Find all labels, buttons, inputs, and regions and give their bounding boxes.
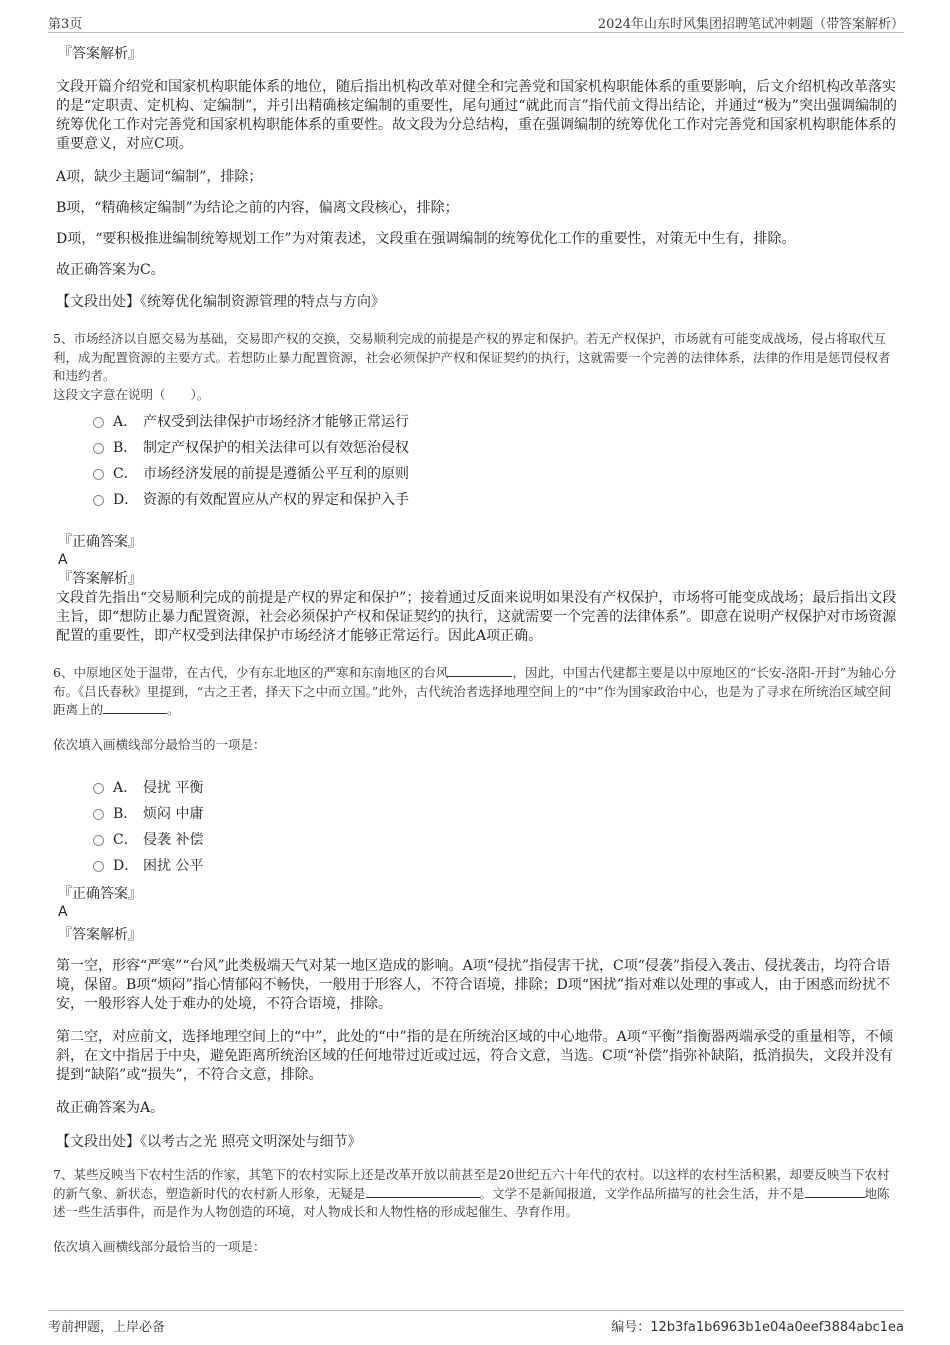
option-d[interactable]: D． 困扰 公平 [93,852,900,878]
analysis-paragraph-2: 第二空，对应前文，选择地理空间上的“中”，此处的“中”指的是在所统治区域的中心地带。A项“平衡”指衡器两端承受的重量相等，不倾斜，在文中指居于中央，避免距离所统治区域的任何地带过近或过远，符合文意，当选。C项“补偿”指弥补缺陷，抵消损失，文段并没有提到“缺陷”或“损失”，不符合文意，排除。 [56,1029,894,1083]
blank-1 [366,1185,480,1198]
question-prompt: 依次填入画横线部分最恰当的一项是： [53,1238,266,1254]
analysis-label: 『答案解析』 [58,571,142,587]
option-b[interactable]: B． 制定产权保护的相关法律可以有效惩治侵权 [93,434,900,460]
option-c[interactable]: C． 市场经济发展的前提是遵循公平互利的原则 [93,460,900,486]
radio-icon[interactable] [93,495,104,506]
analysis-paragraph-1: 第一空，形容“严寒”“台风”此类极端天气对某一地区造成的影响。A项“侵扰”指侵害干扰，C项“侵袭”指侵入袭击、侵扰袭击，均符合语境，保留。B项“烦闷”指心情郁闷不畅快，一般用于形容人，不符合语境，排除；D项“困扰”指对难以处理的事或人，由于困惑而纷扰不安，一般形容人处于难办的处境，不符合语境，排除。 [56,958,891,1012]
option-d-explanation: D项，“要积极推进编制统筹规划工作”为对策表述，文段重在强调编制的统筹优化工作的重要性，对策无中生有，排除。 [56,231,796,247]
correct-answer: A [58,552,68,568]
page-header [48,10,904,33]
blank-1 [448,664,512,677]
question-7 [53,1166,900,1256]
option-d[interactable]: D． 资源的有效配置应从产权的界定和保护入手 [93,486,900,512]
analysis-paragraph: 文段首先指出“交易顺利完成的前提是产权的界定和保护”；接着通过反面来说明如果没有产权保护，市场将可能变成战场；最后指出文段主旨，即“想防止暴力配置资源，社会必须保护产权和保证契约的执行，这就需要一个完善的法律体系”。即意在说明产权保护对市场资源配置的重要性，即产权受到法律保护市场经济才能够正常运行。因此A项正确。 [56,590,897,644]
source-label: 【文段出处】 [56,1134,140,1150]
option-a[interactable]: A． 侵扰 平衡 [93,774,900,800]
question-text: 7、某些反映当下农村生活的作家，其笔下的农村实际上还是改革开放以前甚至是20世纪五六十年代的农村。以这样的农村生活积累，却要反映当下农村的新气象、新状态，塑造新时代的农村新人形象，无疑是 。文学不是新闻报道，文学作品所描写的社会生活，并不是 地陈述一些生活事件，而是作为人物创造的环境，对人物成长和人物性格的形成起催生、孕育作用。 [53,1167,890,1219]
blank-2 [103,701,167,714]
analysis-label: 『答案解析』 [58,46,142,62]
radio-icon[interactable] [93,861,104,872]
radio-icon[interactable] [93,417,104,428]
q6-answer [56,884,900,1152]
footer-slogan: 考前押题，上岸必备 [48,1320,166,1335]
question-5 [53,330,900,512]
option-b[interactable]: B． 烦闷 中庸 [93,800,900,826]
q5-answer [56,532,900,646]
page-number: 第3页 [48,17,83,32]
source-label: 【文段出处】 [56,294,140,310]
correct-answer: A [58,904,68,920]
page-content [53,44,900,1256]
radio-icon[interactable] [93,469,104,480]
options-list [93,774,900,878]
option-a-explanation: A项，缺少主题词“编制”，排除； [56,169,263,185]
blank-2 [805,1185,865,1198]
question-prompt: 这段文字意在说明（ ）。 [53,386,210,402]
option-b-explanation: B项，“精确核定编制”为结论之前的内容，偏离文段核心，排除； [56,200,459,216]
options-list [93,408,900,512]
source-line [56,1132,900,1152]
option-c[interactable]: C． 侵袭 补偿 [93,826,900,852]
radio-icon[interactable] [93,443,104,454]
question-text: 6、中原地区处于温带，在古代，少有东北地区的严寒和东南地区的台风 ，因此，中国古代建都主要是以中原地区的“长安-洛阳-开封”为轴心分布。《吕氏春秋》里提到，“古之王者，择天下之中而立国。”此外，古代统治者选择地理空间上的“中”作为国家政治中心，也是为了寻求在所统治区域空间距离上的 。 [53,665,897,717]
analysis-conclusion: 故正确答案为C。 [56,262,165,278]
source-line [56,292,900,312]
question-text: 5、市场经济以自愿交易为基础，交易即产权的交换，交易顺利完成的前提是产权的界定和保护。若无产权保护，市场就有可能变成战场，侵占将取代互利，成为配置资源的主要方式。若想防止暴力配置资源，社会必须保护产权和保证契约的执行，这就需要一个完善的法律体系，法律的作用是惩罚侵权者和违约者。 [53,331,891,383]
radio-icon[interactable] [93,835,104,846]
correct-answer-label: 『正确答案』 [58,886,142,902]
analysis-paragraph: 文段开篇介绍党和国家机构职能体系的地位，随后指出机构改革对健全和完善党和国家机构职能体系的重要影响，后文介绍机构改革落实的是“定职责、定机构、定编制”，并引出精确核定编制的重要性，尾句通过“就此而言”指代前文得出结论，并通过“极为”突出强调编制的统筹优化工作对完善党和国家机构职能体系的重要性。故文段为分总结构，重在强调编制的统筹优化工作对完善党和国家机构职能体系的重要意义，对应C项。 [56,79,897,152]
document-code: 编号：12b3fa1b6963b1e04a0eef3884abc1ea [611,1320,904,1335]
question-prompt: 依次填入画横线部分最恰当的一项是： [53,736,266,752]
analysis-label: 『答案解析』 [58,927,142,943]
document-title: 2024年山东时风集团招聘笔试冲刺题（带答案解析） [597,17,904,32]
correct-answer-label: 『正确答案』 [58,534,142,550]
question-6 [53,664,900,878]
radio-icon[interactable] [93,809,104,820]
option-a[interactable]: A． 产权受到法律保护市场经济才能够正常运行 [93,408,900,434]
source-title: 《统筹优化编制资源管理的特点与方向》 [140,294,385,310]
page-footer [48,1310,904,1335]
analysis-conclusion: 故正确答案为A。 [56,1100,165,1116]
q4-analysis [56,44,900,312]
radio-icon[interactable] [93,783,104,794]
source-title: 《以考古之光 照亮文明深处与细节》 [140,1134,362,1150]
